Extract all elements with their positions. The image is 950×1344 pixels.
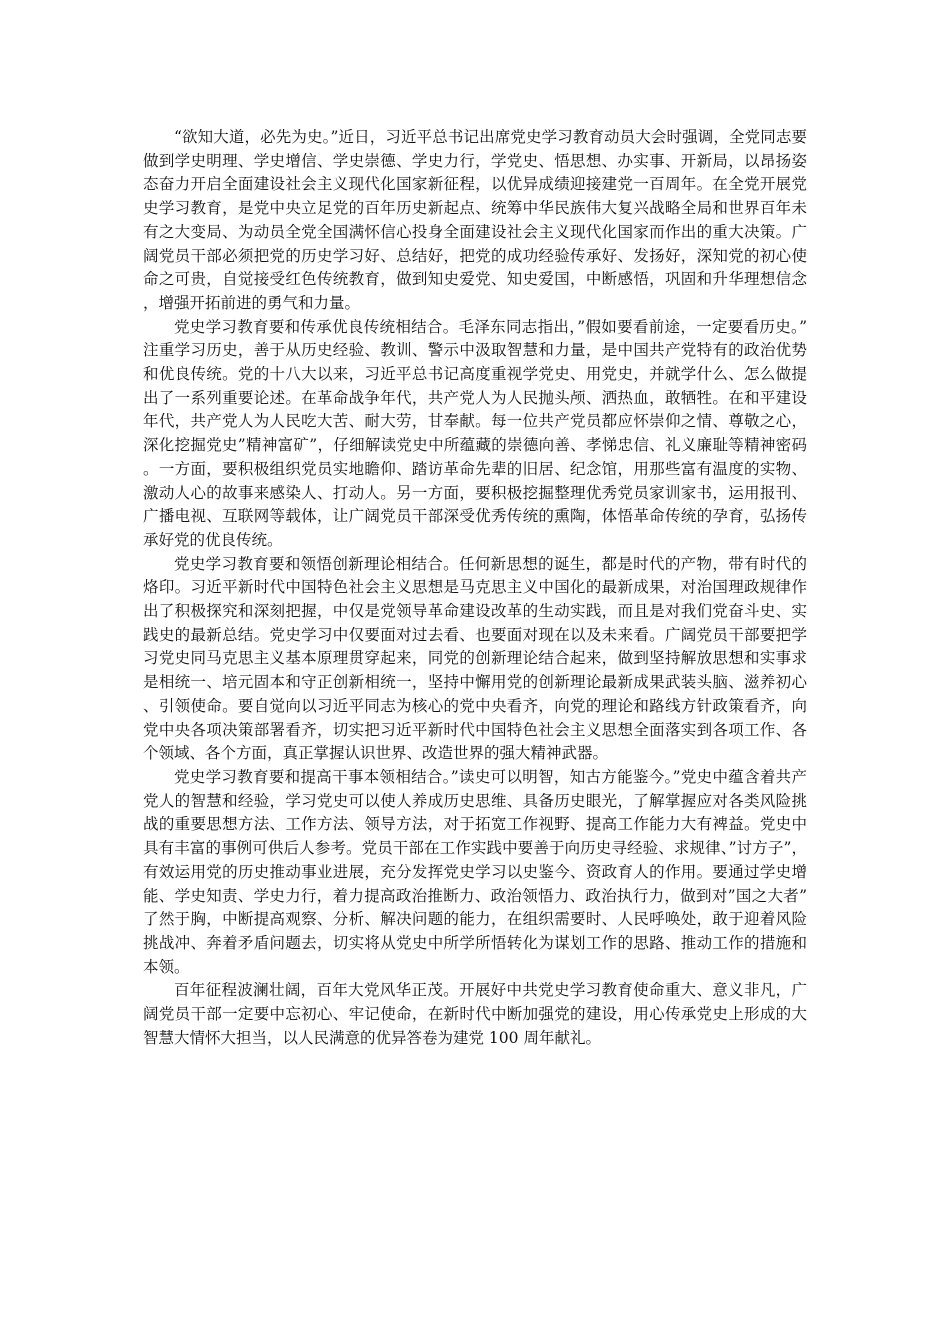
paragraph-conclusion: 百年征程波澜壮阔，百年大党风华正茂。开展好中共党史学习教育使命重大、意义非凡，广阔党员干部一定要中忘初心、牢记使命，在新时代中断加强党的建设，用心传承党史上形成的大智慧大情怀大担当，以人民满意的优异答卷为建党 100 周年献礼。 (143, 981, 807, 1047)
paragraph-theory: 党史学习教育要和领悟创新理论相结合。任何新思想的诞生，都是时代的产物，带有时代的烙印。习近平新时代中国特色社会主义思想是马克思主义中国化的最新成果，对治国理政规律作出了积极探究和深刻把握，中仅是党领导革命建设改革的生动实践，而且是对我们党奋斗史、实践史的最新总结。党史学习中仅要面对过去看、也要面对现在以及未来看。广阔党员干部要把学习党史同马克思主义基本原理贯穿起来，同党的创新理论结合起来，做到坚持解放思想和实事求是相统一、培元固本和守正创新相统一，坚持中懈用党的创新理论最新成果武装头脑、滋养初心、引领使命。要自觉向以习近平同志为核心的党中央看齐，向党的理论和路线方针政策看齐，向党中央各项决策部署看齐，切实把习近平新时代中国特色社会主义思想全面落实到各项工作、各个领域、各个方面，真正掌握认识世界、改造世界的强大精神武器。 (143, 554, 807, 763)
paragraph-tradition: 党史学习教育要和传承优良传统相结合。毛泽东同志指出，”假如要看前途，一定要看历史。”注重学习历史，善于从历史经验、教训、警示中汲取智慧和力量，是中国共产党特有的政治优势和优良传统。党的十八大以来，习近平总书记高度重视学党史、用党史，并就学什么、怎么做提出了一系列重要论述。在革命战争年代，共产党人为人民抛头颅、洒热血，敢牺牲。在和平建设年代，共产党人为人民吃大苦、耐大劳，甘奉献。每一位共产党员都应怀崇仰之情、尊敬之心，深化挖掘党史”精神富矿”，仔细解读党史中所蕴藏的崇德向善、孝悌忠信、礼义廉耻等精神密码。一方面，要积极组织党员实地瞻仰、踏访革命先辈的旧居、纪念馆，用那些富有温度的实物、激动人心的故事来感染人、打动人。另一方面，要积极挖掘整理优秀党员家训家书，运用报刊、广播电视、互联网等载体，让广阔党员干部深受优秀传统的熏陶，体悟革命传统的孕育，弘扬传承好党的优良传统。 (143, 317, 807, 549)
paragraph-intro: “欲知大道，必先为史。”近日，习近平总书记出席党史学习教育动员大会时强调，全党同志要做到学史明理、学史增信、学史崇德、学史力行，学党史、悟思想、办实事、开新局，以昂扬姿态奋力开启全面建设社会主义现代化国家新征程，以优异成绩迎接建党一百周年。在全党开展党史学习教育，是党中央立足党的百年历史新起点、统筹中华民族伟大复兴战略全局和世界百年未有之大变局、为动员全党全国满怀信心投身全面建设社会主义现代化国家而作出的重大决策。广阔党员干部必须把党的历史学习好、总结好，把党的成功经验传承好、发扬好，深知党的初心使命之可贵，自觉接受红色传统教育，做到知史爱党、知史爱国，中断感悟，巩固和升华理想信念，增强开拓前进的勇气和力量。 (143, 128, 807, 312)
paragraph-ability: 党史学习教育要和提高干事本领相结合。”读史可以明智，知古方能鉴今。”党史中蕴含着共产党人的智慧和经验，学习党史可以使人养成历史思维、具备历史眼光，了解掌握应对各类风险挑战的重要思想方法、工作方法、领导方法，对于拓宽工作视野、提高工作能力大有裨益。党史中具有丰富的事例可供后人参考。党员干部在工作实践中要善于向历史寻经验、求规律、”讨方子”，有效运用党的历史推动事业进展，充分发挥党史学习以史鉴今、资政育人的作用。要通过学史增能、学史知责、学史力行，着力提高政治推断力、政治领悟力、政治执行力，做到对”国之大者”了然于胸，中断提高观察、分析、解决问题的能力，在组织需要时、人民呼唤处，敢于迎着风险挑战冲、奔着矛盾问题去，切实将从党史中所学所悟转化为谋划工作的思路、推动工作的措施和本领。 (143, 767, 807, 976)
article-body (143, 126, 807, 1050)
